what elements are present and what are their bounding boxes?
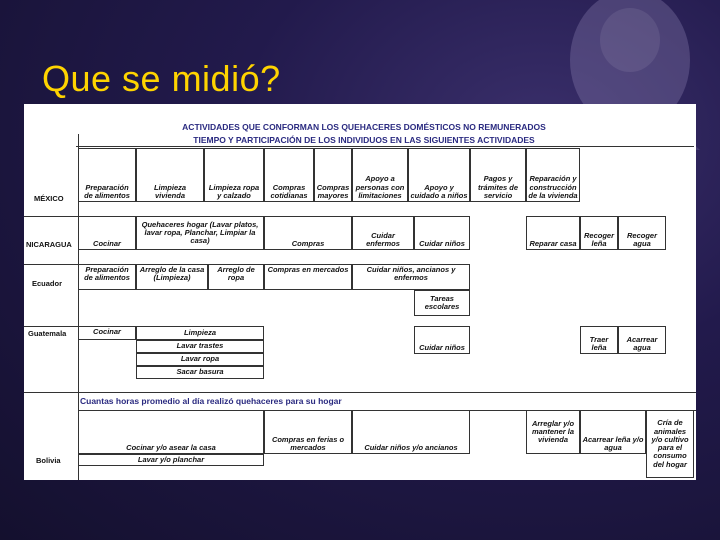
mexico-cell-compras-cotidianas: Compras cotidianas: [264, 148, 314, 202]
mexico-cell-apoyo-limitaciones: Apoyo a personas con limitaciones: [352, 148, 408, 202]
nicaragua-cell-compras: Compras: [264, 216, 352, 250]
country-ecuador: Ecuador: [32, 279, 63, 288]
nicaragua-cell-cuidar-ninos: Cuidar niños: [414, 216, 470, 250]
nicaragua-cell-recoger-lena: Recoger leña: [580, 216, 618, 250]
bolivia-cell-acarrear-lena-agua: Acarrear leña y/o agua: [580, 410, 646, 454]
guatemala-cell-cuidar-ninos: Cuidar niños: [414, 326, 470, 354]
mexico-cell-limpieza-vivienda: Limpieza vivienda: [136, 148, 204, 202]
country-guatemala: Guatemala: [28, 329, 67, 338]
slide-title: Que se midió?: [42, 58, 281, 99]
nicaragua-cell-recoger-agua: Recoger agua: [618, 216, 666, 250]
table-header-line2: TIEMPO Y PARTICIPACIÓN DE LOS INDIVIDUOS EN LAS SIGUIENTES ACTIVIDADES: [193, 135, 535, 145]
mexico-cell-limpieza-ropa: Limpieza ropa y calzado: [204, 148, 264, 202]
nicaragua-cell-reparar-casa: Reparar casa: [526, 216, 580, 250]
guatemala-cell-limpieza: Limpieza: [136, 326, 264, 340]
bolivia-cell-compras-ferias: Compras en ferias o mercados: [264, 410, 352, 454]
bolivia-cell-arreglar-vivienda: Arreglar y/o mantener la vivienda: [526, 410, 580, 454]
country-nicaragua: NICARAGUA: [26, 240, 72, 249]
country-column-rule: [78, 134, 79, 480]
mexico-cell-apoyo-ninos: Apoyo y cuidado a niños: [408, 148, 470, 202]
guatemala-cell-sacar-basura: Sacar basura: [136, 366, 264, 379]
bolivia-question: Cuantas horas promedio al día realizó quehaceres para su hogar: [80, 396, 342, 406]
guatemala-cell-cocinar: Cocinar: [78, 326, 136, 340]
nicaragua-cell-quehaceres: Quehaceres hogar (Lavar platos, lavar ropa, Planchar, Limpiar la casa): [136, 216, 264, 250]
bolivia-cell-cuidar-ninos-ancianos: Cuidar niños y/o ancianos: [352, 410, 470, 454]
country-bolivia: Bolivia: [36, 456, 61, 465]
mexico-cell-compras-mayores: Compras mayores: [314, 148, 352, 202]
guatemala-cell-acarrear-agua: Acarrear agua: [618, 326, 666, 354]
mexico-cell-pagos: Pagos y trámites de servicio: [470, 148, 526, 202]
guatemala-cell-lavar-trastes: Lavar trastes: [136, 340, 264, 353]
ecuador-cell-arreglo-ropa: Arreglo de ropa: [208, 264, 264, 290]
mexico-cell-preparacion: Preparación de alimentos: [78, 148, 136, 202]
nicaragua-cell-cocinar: Cocinar: [78, 216, 136, 250]
guatemala-cell-traer-lena: Traer leña: [580, 326, 618, 354]
country-mexico: MÉXICO: [34, 194, 64, 203]
nicaragua-cell-cuidar-enfermos: Cuidar enfermos: [352, 216, 414, 250]
ecuador-cell-compras-mercados: Compras en mercados: [264, 264, 352, 290]
guatemala-cell-lavar-ropa: Lavar ropa: [136, 353, 264, 366]
bolivia-rule: [24, 392, 696, 393]
ecuador-cell-arreglo-casa: Arreglo de la casa (Limpieza): [136, 264, 208, 290]
bolivia-cell-cria-animales: Cría de animales y/o cultivo para el consumo del hogar: [646, 410, 694, 478]
ecuador-rule: [24, 264, 78, 265]
guatemala-rule: [24, 326, 78, 327]
header-rule: [76, 146, 694, 147]
ecuador-cell-cuidar-ninos-ancianos: Cuidar niños, ancianos y enfermos: [352, 264, 470, 290]
ecuador-cell-preparacion: Preparación de alimentos: [78, 264, 136, 290]
mexico-cell-reparacion: Reparación y construcción de la vivienda: [526, 148, 580, 202]
bolivia-cell-cocinar-asear: Cocinar y/o asear la casa: [78, 410, 264, 454]
nicaragua-rule: [24, 216, 78, 217]
bolivia-cell-lavar-planchar: Lavar y/o planchar: [78, 454, 264, 466]
activities-table: [24, 104, 696, 480]
ecuador-cell-tareas-escolares: Tareas escolares: [414, 290, 470, 316]
table-header-line1: ACTIVIDADES QUE CONFORMAN LOS QUEHACERES DOMÉSTICOS NO REMUNERADOS: [182, 122, 546, 132]
